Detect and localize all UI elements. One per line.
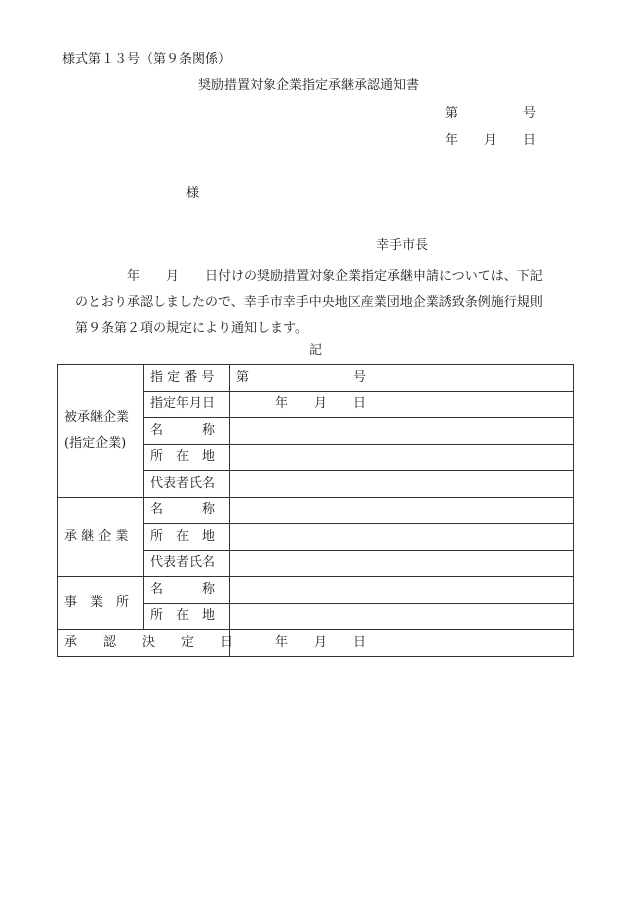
table-row xyxy=(58,365,574,392)
successor-address-value[interactable] xyxy=(230,524,574,551)
predecessor-representative-value[interactable] xyxy=(230,471,574,498)
notice-body xyxy=(75,264,575,342)
notice-body-line-2: のとおり承認しましたので、幸手市幸手中央地区産業団地企業誘致条例施行規則 xyxy=(75,295,543,310)
document-date-line: 年 月 日 xyxy=(445,133,537,148)
predecessor-representative-label: 代表者氏名 xyxy=(144,471,230,498)
successor-name-value[interactable] xyxy=(230,497,574,524)
decision-date-label: 承 認 決 定 日 xyxy=(58,630,230,657)
office-address-label: 所 在 地 xyxy=(144,603,230,630)
predecessor-group-line-2: (指定企業) xyxy=(64,435,127,451)
predecessor-name-label: 名 称 xyxy=(144,418,230,445)
successor-representative-label: 代表者氏名 xyxy=(144,550,230,577)
predecessor-name-value[interactable] xyxy=(230,418,574,445)
successor-group-label: 承 継 企 業 xyxy=(58,497,144,577)
predecessor-address-label: 所 在 地 xyxy=(144,444,230,471)
predecessor-address-value[interactable] xyxy=(230,444,574,471)
ki-heading: 記 xyxy=(309,343,323,358)
document-title: 奨励措置対象企業指定承継承認通知書 xyxy=(198,78,420,93)
designation-date-label: 指定年月日 xyxy=(144,391,230,418)
office-name-value[interactable] xyxy=(230,577,574,604)
form-number: 様式第１３号（第９条関係） xyxy=(62,52,232,67)
designation-number-value[interactable]: 第 号 xyxy=(230,365,574,392)
decision-date-value[interactable]: 年 月 日 xyxy=(230,630,574,657)
successor-representative-value[interactable] xyxy=(230,550,574,577)
notice-body-line-3: 第９条第２項の規定により通知します。 xyxy=(75,321,308,336)
designation-number-label: 指 定 番 号 xyxy=(144,365,230,392)
details-table xyxy=(57,364,574,657)
successor-address-label: 所 在 地 xyxy=(144,524,230,551)
table-row xyxy=(58,630,574,657)
document-number-line: 第 号 xyxy=(445,106,537,121)
predecessor-group-line-1: 被承継企業 xyxy=(64,409,130,425)
predecessor-group-label xyxy=(58,365,144,498)
addressee-honorific: 様 xyxy=(186,186,200,201)
office-address-value[interactable] xyxy=(230,603,574,630)
table-row xyxy=(58,497,574,524)
office-name-label: 名 称 xyxy=(144,577,230,604)
notice-body-line-1: 年 月 日付けの奨励措置対象企業指定承継申請については、下記 xyxy=(75,269,543,284)
table-row xyxy=(58,577,574,604)
successor-name-label: 名 称 xyxy=(144,497,230,524)
office-group-label: 事 業 所 xyxy=(58,577,144,630)
designation-date-value[interactable]: 年 月 日 xyxy=(230,391,574,418)
sender-mayor: 幸手市長 xyxy=(376,238,429,253)
